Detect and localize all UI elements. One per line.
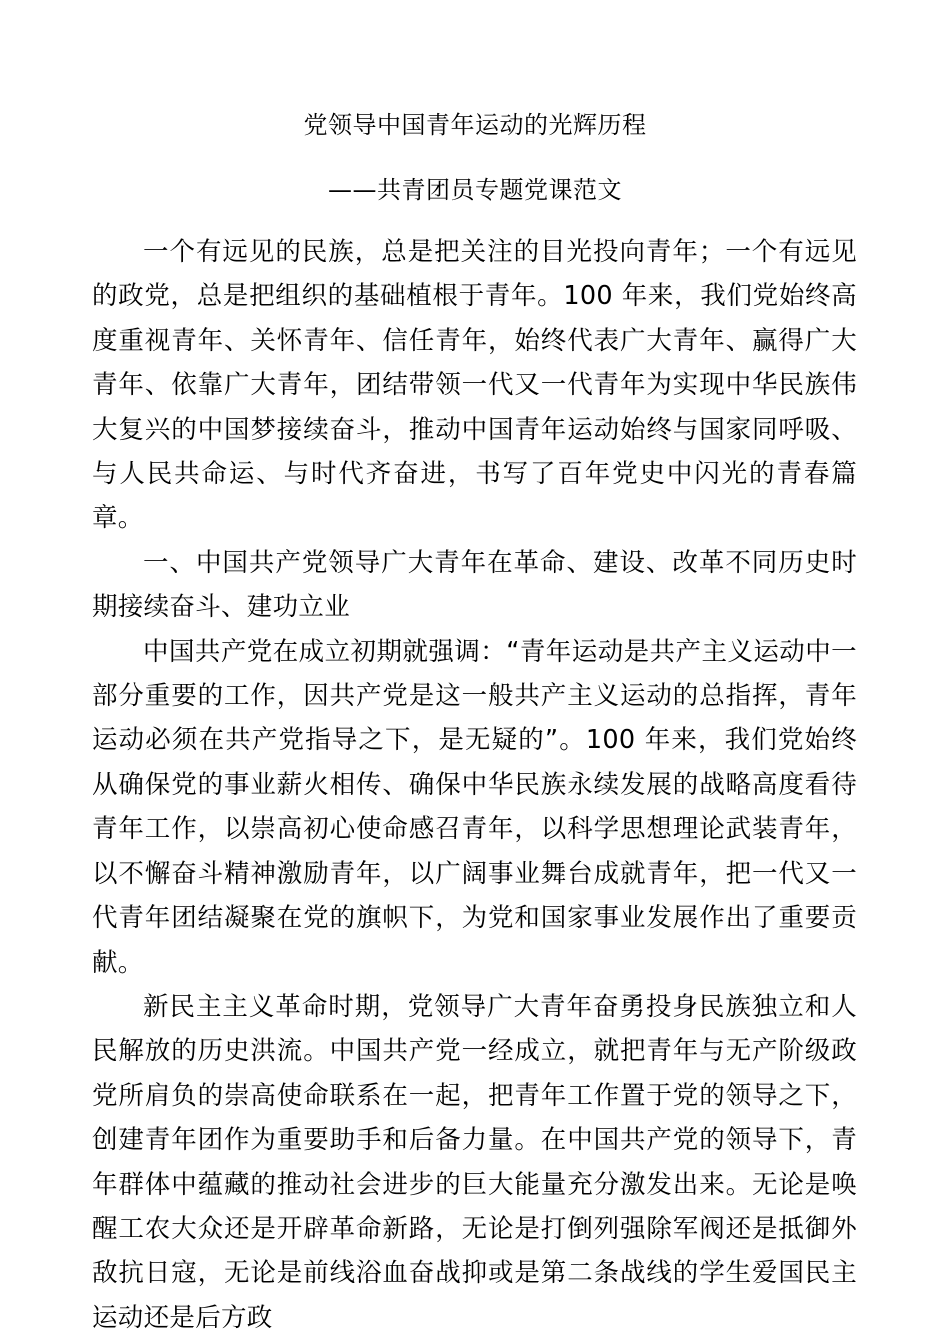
document-subtitle: ——共青团员专题党课范文 <box>328 176 622 204</box>
paragraph-intro: 一个有远见的民族，总是把关注的目光投向青年；一个有远见的政党，总是把组织的基础植根于青年。100 年来，我们党始终高度重视青年、关怀青年、信任青年，始终代表广大青年、赢得广大青年、依靠广大青年，团结带领一代又一代青年为实现中华民族伟大复兴的中国梦接续奋斗，推动中国青年运动始终与国家同呼吸、与人民共命运、与时代齐奋进，书写了百年党史中闪光的青春篇章。 <box>92 237 857 534</box>
document-body <box>92 230 857 1340</box>
paragraph-early-period: 中国共产党在成立初期就强调：“青年运动是共产主义运动中一部分重要的工作，因共产党是这一般共产主义运动的总指挥，青年运动必须在共产党指导之下，是无疑的”。100 年来，我们党始终从确保党的事业薪火相传、确保中华民族永续发展的战略高度看待青年工作，以崇高初心使命感召青年，以科学思想理论武装青年，以不懈奋斗精神激励青年，以广阔事业舞台成就青年，把一代又一代青年团结凝聚在党的旗帜下，为党和国家事业发展作出了重要贡献。 <box>92 636 857 978</box>
document-title: 党领导中国青年运动的光辉历程 <box>303 111 647 139</box>
paragraph-new-democratic-revolution: 新民主主义革命时期，党领导广大青年奋勇投身民族独立和人民解放的历史洪流。中国共产党一经成立，就把青年与无产阶级政党所肩负的崇高使命联系在一起，把青年工作置于党的领导之下，创建青年团作为重要助手和后备力量。在中国共产党的领导下，青年群体中蕴藏的推动社会进步的巨大能量充分激发出来。无论是唤醒工农大众还是开辟革命新路，无论是打倒列强除军阀还是抵御外敌抗日寇，无论是前线浴血奋战抑或是第二条战线的学生爱国民主运动还是后方政 <box>92 991 857 1333</box>
section-heading-1: 一、中国共产党领导广大青年在革命、建设、改革不同历史时期接续奋斗、建功立业 <box>92 547 857 623</box>
